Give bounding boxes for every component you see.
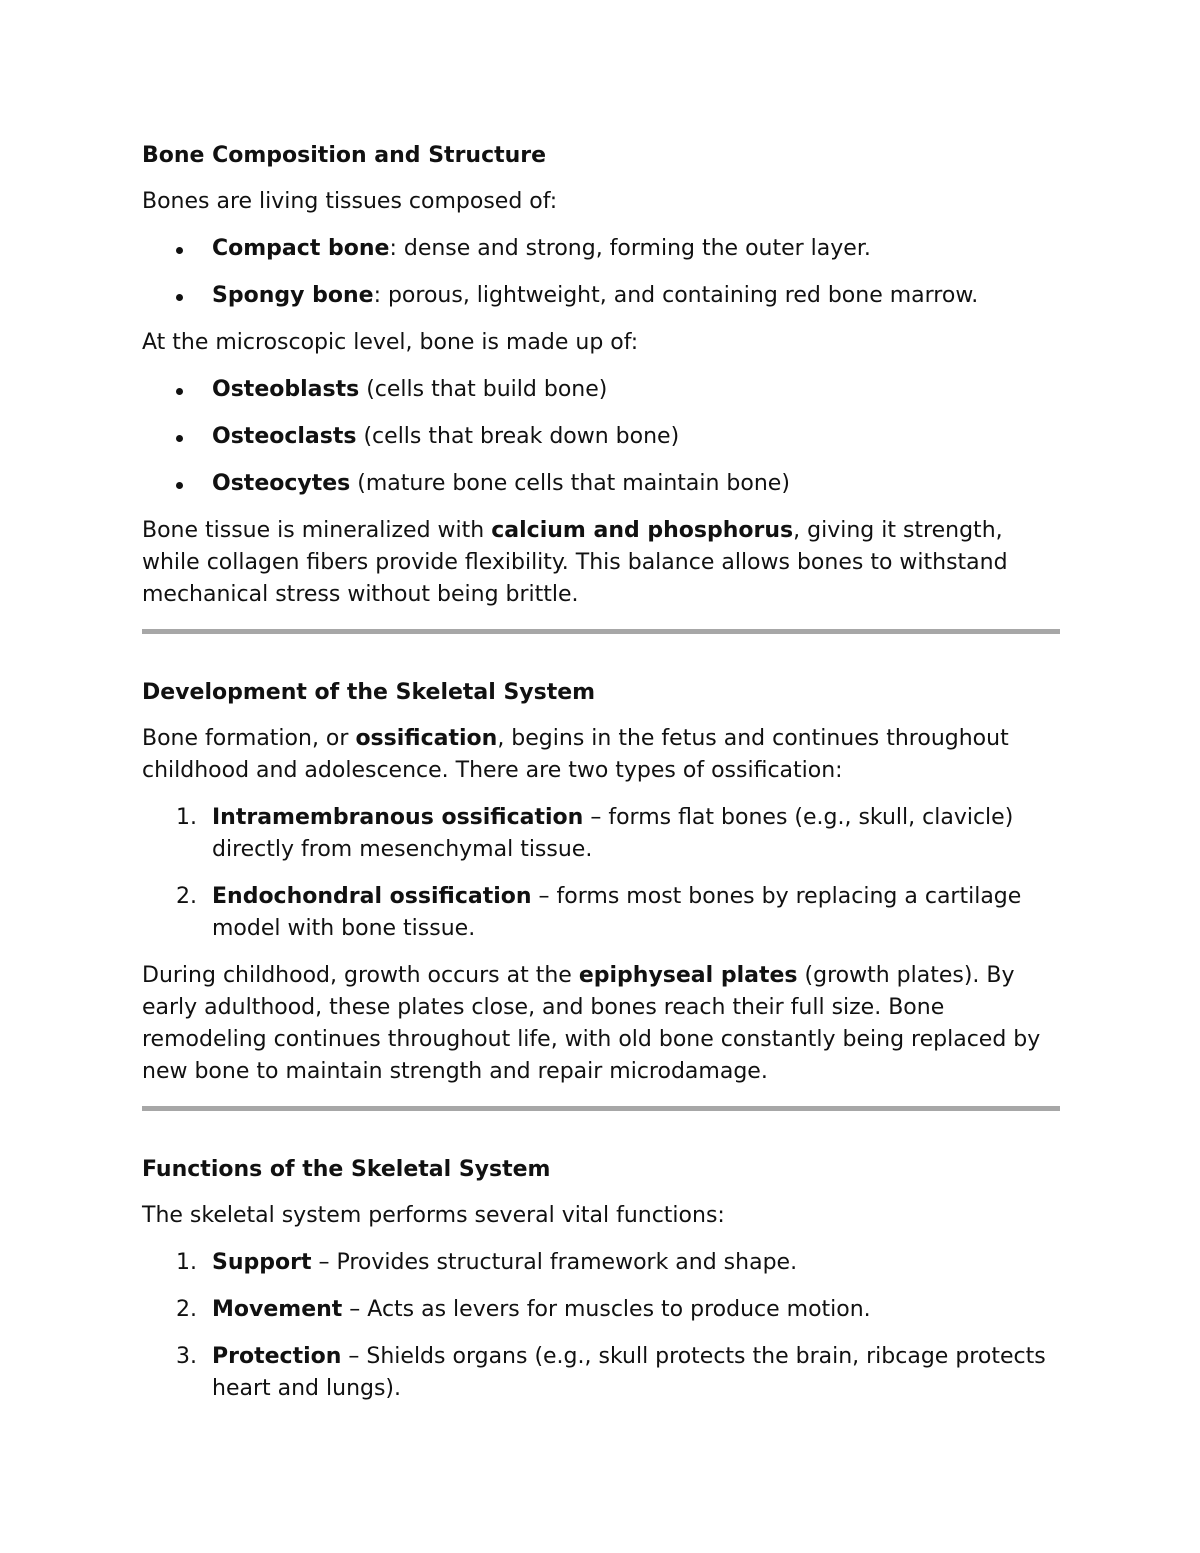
text-run: , giving it strength, while collagen fibers provide flexibility. This balance allows bones to withstand mechanical stress without being brittle. — [142, 518, 1008, 607]
bold-term: calcium and phosphorus — [491, 518, 794, 543]
list-item-term: Support — [212, 1250, 312, 1275]
list-item-term: Spongy bone — [212, 283, 374, 308]
list-item — [142, 881, 1060, 945]
section-paragraph — [142, 960, 1060, 1088]
list-item-term: Intramembranous ossification — [212, 805, 584, 830]
list-item — [142, 1247, 1060, 1279]
list-item-term: Movement — [212, 1297, 343, 1322]
text-run: , begins in the fetus and continues throughout childhood and adolescence. There are two types of ossification: — [142, 726, 1009, 783]
section-paragraph — [142, 723, 1060, 787]
list-item — [142, 802, 1060, 866]
list-item-desc: (mature bone cells that maintain bone) — [350, 471, 790, 496]
section-heading-bone-composition: Bone Composition and Structure — [142, 143, 547, 168]
functions-list — [142, 1247, 1060, 1405]
horizontal-rule — [142, 629, 1060, 634]
section-heading-development: Development of the Skeletal System — [142, 680, 596, 705]
list-item-desc: – Provides structural framework and shape. — [311, 1250, 798, 1275]
list-item-desc: : porous, lightweight, and containing red bone marrow. — [373, 283, 979, 308]
list-item — [142, 233, 1060, 265]
list-item-term: Osteoclasts — [212, 424, 357, 449]
section-paragraph — [142, 515, 1060, 611]
list-item-desc: – forms most bones by replacing a cartilage model with bone tissue. — [212, 884, 1022, 941]
text-run: (growth plates). By early adulthood, these plates close, and bones reach their full size. Bone remodeling continues throughout life, with old bone constantly being replaced by new bone to maintain strength and repair microdamage. — [142, 963, 1041, 1084]
list-item — [142, 374, 1060, 406]
bone-cell-list — [142, 374, 1060, 500]
section-heading-functions: Functions of the Skeletal System — [142, 1157, 551, 1182]
text-run: Bone tissue is mineralized with — [142, 518, 492, 543]
list-number: 2. — [176, 884, 197, 909]
text-run: Bone formation, or — [142, 726, 356, 751]
list-item-desc: (cells that build bone) — [359, 377, 608, 402]
list-item — [142, 280, 1060, 312]
bone-type-list — [142, 233, 1060, 312]
list-item-term: Compact bone — [212, 236, 390, 261]
section-intro: Bones are living tissues composed of: — [142, 189, 558, 214]
list-item — [142, 421, 1060, 453]
list-number: 3. — [176, 1344, 197, 1369]
list-number: 1. — [176, 805, 197, 830]
text-run: During childhood, growth occurs at the — [142, 963, 579, 988]
list-item — [142, 468, 1060, 500]
list-item-desc: – forms flat bones (e.g., skull, clavicle) directly from mesenchymal tissue. — [212, 805, 1014, 862]
list-item-desc: – Shields organs (e.g., skull protects the brain, ribcage protects heart and lungs). — [212, 1344, 1046, 1401]
document-body — [142, 140, 1060, 1420]
section-intro: The skeletal system performs several vital functions: — [142, 1203, 725, 1228]
list-item-desc: – Acts as levers for muscles to produce motion. — [342, 1297, 871, 1322]
list-item-term: Osteoblasts — [212, 377, 360, 402]
list-item-desc: : dense and strong, forming the outer layer. — [389, 236, 871, 261]
bold-term: epiphyseal plates — [578, 963, 798, 988]
list-item-term: Protection — [212, 1344, 342, 1369]
list-item-desc: (cells that break down bone) — [356, 424, 680, 449]
list-item — [142, 1341, 1060, 1405]
bold-term: ossification — [355, 726, 498, 751]
list-item — [142, 1294, 1060, 1326]
list-number: 2. — [176, 1297, 197, 1322]
ossification-list — [142, 802, 1060, 945]
list-item-term: Endochondral ossification — [212, 884, 532, 909]
section-paragraph: At the microscopic level, bone is made up of: — [142, 330, 639, 355]
horizontal-rule — [142, 1106, 1060, 1111]
list-number: 1. — [176, 1250, 197, 1275]
list-item-term: Osteocytes — [212, 471, 351, 496]
